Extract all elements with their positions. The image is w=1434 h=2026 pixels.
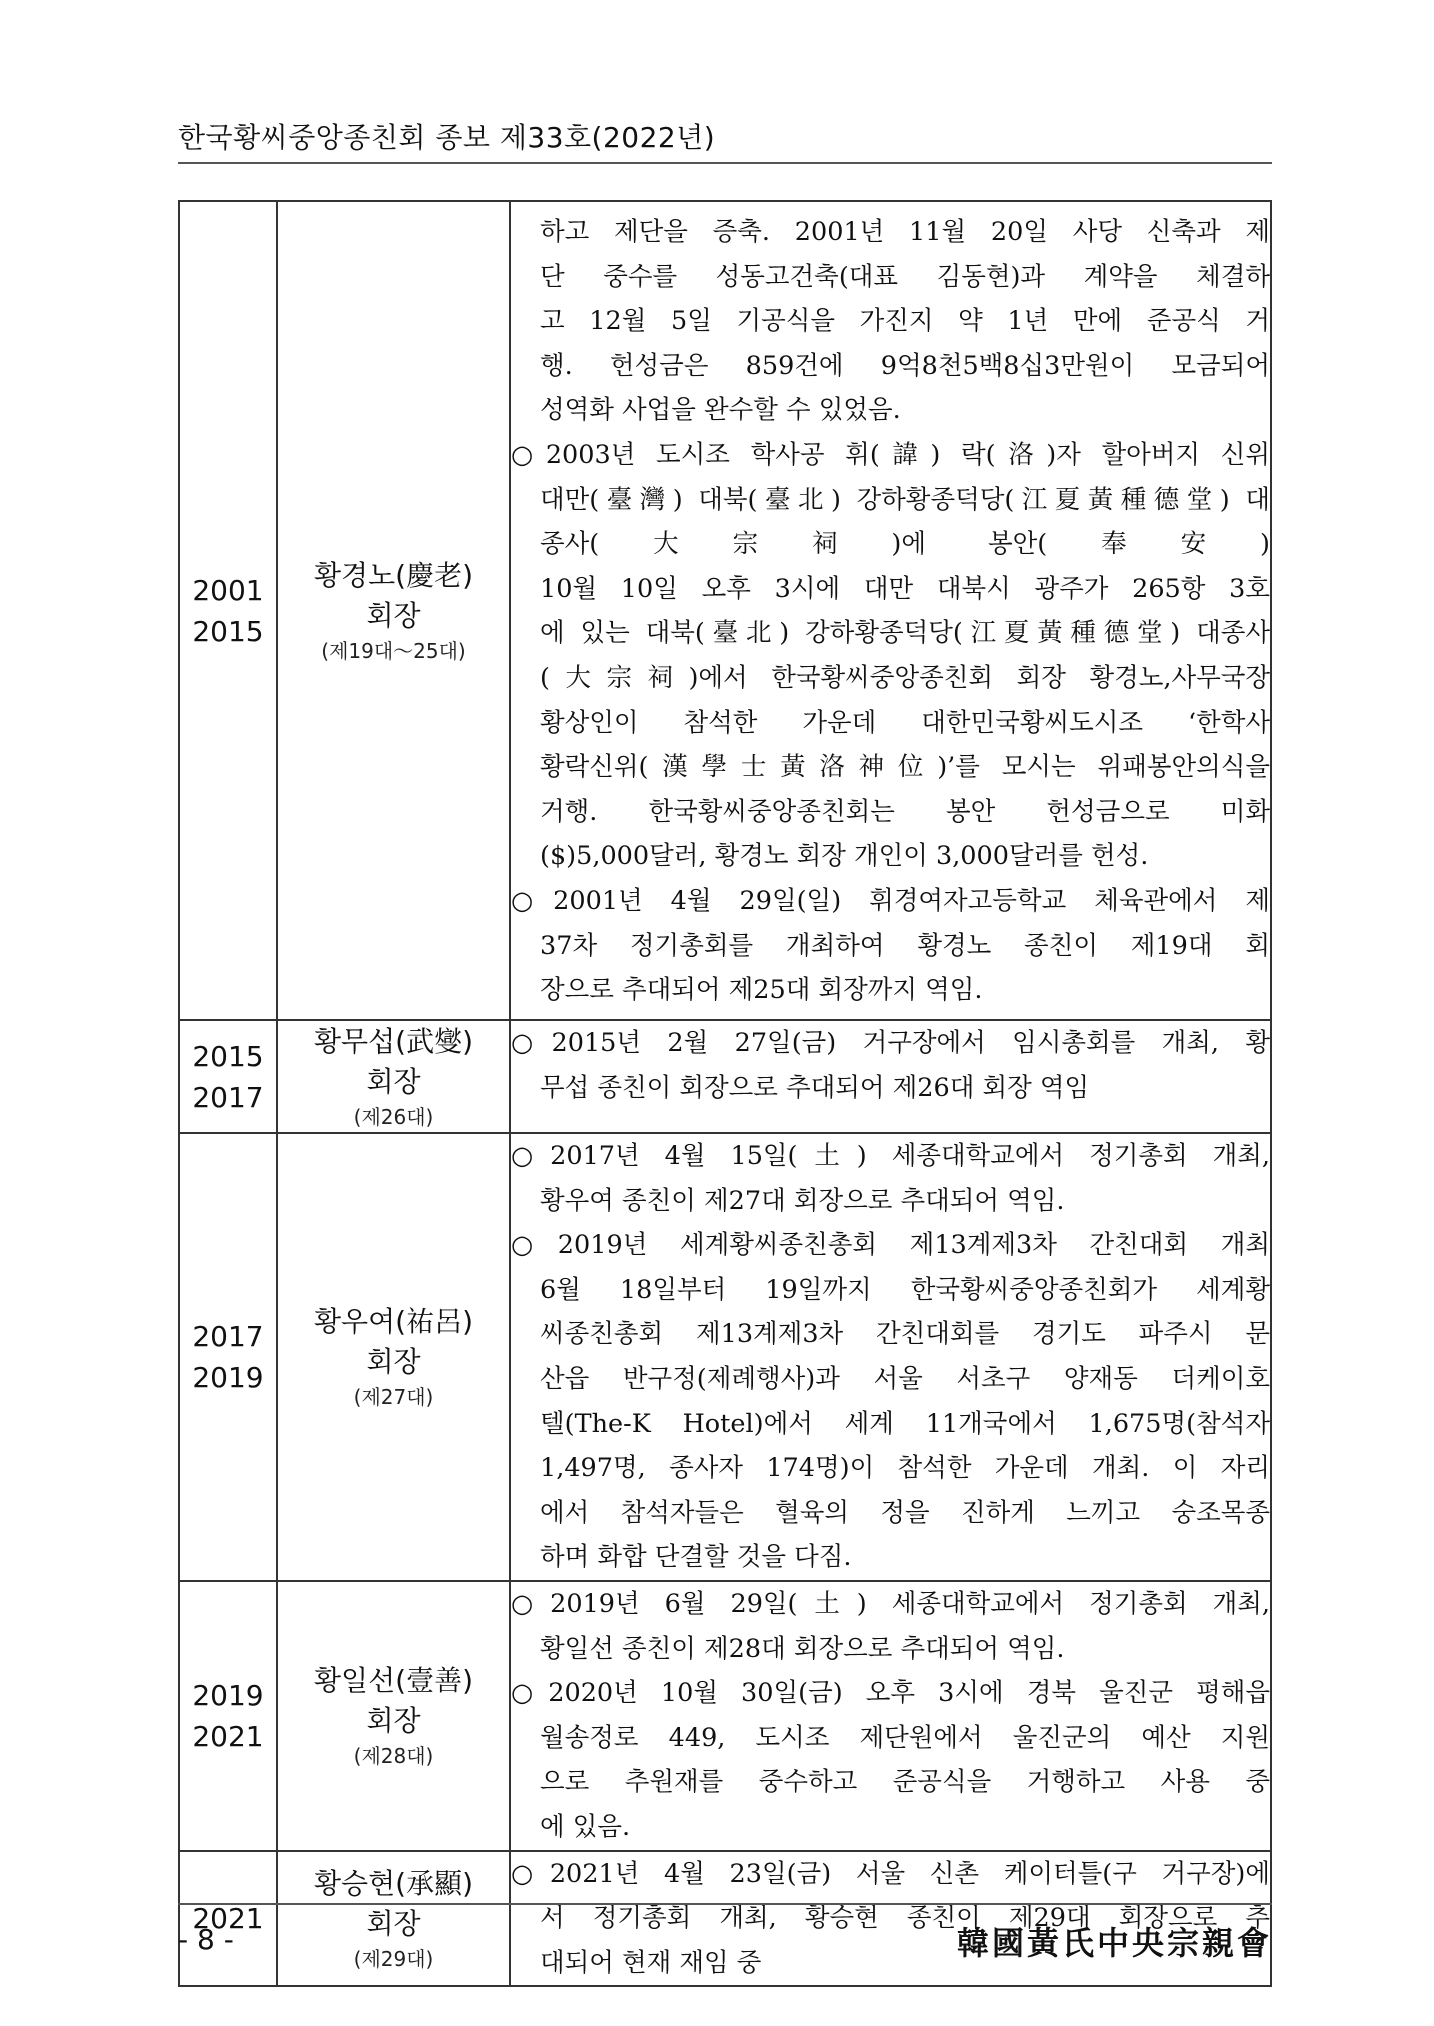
president-title: 회장 bbox=[366, 599, 421, 632]
description-line: (大宗祠)에서 한국황씨중앙종친회 회장 황경노,사무국장 bbox=[540, 662, 1270, 693]
president-name: 황승현(承顯) bbox=[314, 1866, 473, 1900]
description-line: ○2003년 도시조 학사공 휘(諱) 락(洛)자 할아버지 신위 bbox=[511, 439, 1270, 470]
president-term: (제29대) bbox=[353, 1946, 434, 1971]
description-line: 으로 추원재를 중수하고 준공식을 거행하고 사용 중 bbox=[540, 1767, 1270, 1798]
president-title: 회장 bbox=[366, 1345, 421, 1379]
description-line: 텔(The-K Hotel)에서 세계 11개국에서 1,675명(참석자 bbox=[540, 1408, 1270, 1439]
president-name: 황일선(壹善) bbox=[314, 1664, 473, 1698]
description-line: 1,497명, 종사자 174명)이 참석한 가운데 개최. 이 자리 bbox=[540, 1453, 1270, 1484]
description-line: 6월 18일부터 19일까지 한국황씨중앙종친회가 세계황 bbox=[540, 1274, 1270, 1305]
history-description bbox=[510, 201, 1271, 1020]
description-line: ○2021년 4월 23일(금) 서울 신촌 케이터틀(구 거구장)에 bbox=[511, 1858, 1270, 1889]
history-row bbox=[179, 1020, 1271, 1133]
description-line: 에서 참석자들은 혈육의 정을 진하게 느끼고 숭조목종 bbox=[540, 1497, 1270, 1528]
year-value: 2015 bbox=[192, 614, 264, 648]
description-line: 행. 헌성금은 859건에 9억8천5백8십3만원이 모금되어 bbox=[540, 350, 1270, 381]
description-line: 성역화 사업을 완수할 수 있었음. bbox=[540, 395, 901, 426]
description-line: 고 12월 5일 기공식을 가진지 약 1년 만에 준공식 거 bbox=[540, 306, 1270, 337]
year-value: 2021 bbox=[192, 1901, 264, 1935]
term-years bbox=[179, 1581, 277, 1851]
organization-name: 韓國黃氏中央宗親會 bbox=[956, 1924, 1272, 1962]
history-description bbox=[510, 1020, 1271, 1133]
description-line: ○2019년 6월 29일(土) 세종대학교에서 정기총회 개최, bbox=[511, 1588, 1270, 1619]
president-cell bbox=[277, 1020, 510, 1133]
president-term: (제27대) bbox=[353, 1385, 434, 1410]
president-title: 회장 bbox=[366, 1704, 421, 1738]
year-value: 2017 bbox=[192, 1080, 264, 1114]
history-description bbox=[510, 1133, 1271, 1581]
description-line: 에 있는 대북(臺北) 강하황종덕당(江夏黃種德堂) 대종사 bbox=[540, 618, 1270, 649]
description-line: 거행. 한국황씨중앙종친회는 봉안 헌성금으로 미화 bbox=[540, 796, 1270, 827]
term-years bbox=[179, 1133, 277, 1581]
president-term: (제26대) bbox=[353, 1105, 434, 1129]
term-years bbox=[179, 1020, 277, 1133]
president-term: (제19대～25대) bbox=[321, 639, 466, 663]
description-line: ○2015년 2월 27일(금) 거구장에서 임시총회를 개최, 황 bbox=[511, 1028, 1270, 1058]
description-line: 황락신위(漢學士黃洛神位)’를 모시는 위패봉안의식을 bbox=[540, 752, 1270, 783]
description-line: 씨종친총회 제13계제3차 간친대회를 경기도 파주시 문 bbox=[540, 1319, 1270, 1350]
description-line: 서 정기총회 개최, 황승현 종친이 제29대 회장으로 추 bbox=[540, 1903, 1270, 1934]
president-cell bbox=[277, 1581, 510, 1851]
presidents-history-table bbox=[178, 200, 1272, 1987]
description-line: 단 중수를 성동고건축(대표 김동현)과 계약을 체결하 bbox=[540, 261, 1270, 292]
year-value: 2019 bbox=[192, 1678, 264, 1712]
year-value: 2001 bbox=[192, 573, 264, 607]
description-line: 37차 정기총회를 개최하여 황경노 종친이 제19대 회 bbox=[540, 930, 1270, 961]
description-line: 대되어 현재 재임 중 bbox=[540, 1947, 762, 1978]
document-header: 한국황씨중앙종친회 종보 제33호(2022년) bbox=[178, 121, 716, 154]
president-cell bbox=[277, 201, 510, 1020]
description-line: 하고 제단을 증축. 2001년 11월 20일 사당 신축과 제 bbox=[540, 217, 1270, 247]
description-line: ○2017년 4월 15일(土) 세종대학교에서 정기총회 개최, bbox=[511, 1141, 1270, 1171]
header-divider bbox=[178, 162, 1272, 164]
description-line: ○2020년 10월 30일(금) 오후 3시에 경북 울진군 평해읍 bbox=[511, 1678, 1270, 1709]
year-value: 2015 bbox=[192, 1039, 264, 1073]
president-name: 황경노(慶老) bbox=[314, 559, 473, 592]
description-line: ○2019년 세계황씨종친총회 제13계제3차 간친대회 개최 bbox=[511, 1230, 1270, 1261]
history-row bbox=[179, 201, 1271, 1020]
year-value: 2017 bbox=[192, 1319, 264, 1353]
description-line: 10월 10일 오후 3시에 대만 대북시 광주가 265항 3호 bbox=[540, 573, 1270, 604]
description-line: 하며 화합 단결할 것을 다짐. bbox=[540, 1542, 852, 1573]
history-row bbox=[179, 1581, 1271, 1851]
president-title: 회장 bbox=[366, 1065, 421, 1098]
president-title: 회장 bbox=[366, 1906, 421, 1940]
description-line: 무섭 종친이 회장으로 추대되어 제26대 회장 역임 bbox=[540, 1072, 1090, 1103]
year-value: 2021 bbox=[192, 1719, 264, 1753]
president-term: (제28대) bbox=[353, 1744, 434, 1769]
year-value: 2019 bbox=[192, 1360, 264, 1394]
term-years bbox=[179, 1851, 277, 1987]
history-description bbox=[510, 1581, 1271, 1851]
president-cell bbox=[277, 1133, 510, 1581]
footer-divider bbox=[178, 1903, 1272, 1905]
description-line: 월송정로 449, 도시조 제단원에서 울진군의 예산 지원 bbox=[540, 1722, 1270, 1753]
description-line: ($)5,000달러, 황경노 회장 개인이 3,000달러를 헌성. bbox=[540, 841, 1149, 872]
description-line: 황상인이 참석한 가운데 대한민국황씨도시조 ‘한학사 bbox=[540, 707, 1270, 738]
history-row bbox=[179, 1133, 1271, 1581]
president-cell bbox=[277, 1851, 510, 1987]
description-line: 장으로 추대되어 제25대 회장까지 역임. bbox=[540, 975, 983, 1006]
description-line: 황일선 종친이 제28대 회장으로 추대되어 역임. bbox=[540, 1633, 1065, 1664]
description-line: ○2001년 4월 29일(일) 휘경여자고등학교 체육관에서 제 bbox=[511, 885, 1270, 916]
description-line: 에 있음. bbox=[540, 1811, 631, 1842]
description-line: 대만(臺灣) 대북(臺北) 강하황종덕당(江夏黃種德堂) 대 bbox=[540, 484, 1270, 515]
description-line: 산읍 반구정(제례행사)과 서울 서초구 양재동 더케이호 bbox=[540, 1363, 1270, 1394]
page-number: - 8 - bbox=[178, 1923, 234, 1956]
president-name: 황무섭(武燮) bbox=[314, 1025, 473, 1058]
term-years bbox=[179, 201, 277, 1020]
president-name: 황우여(祐呂) bbox=[314, 1305, 473, 1339]
description-line: 황우여 종친이 제27대 회장으로 추대되어 역임. bbox=[540, 1185, 1065, 1216]
description-line: 종사(大宗祠)에 봉안(奉安) bbox=[540, 529, 1270, 560]
